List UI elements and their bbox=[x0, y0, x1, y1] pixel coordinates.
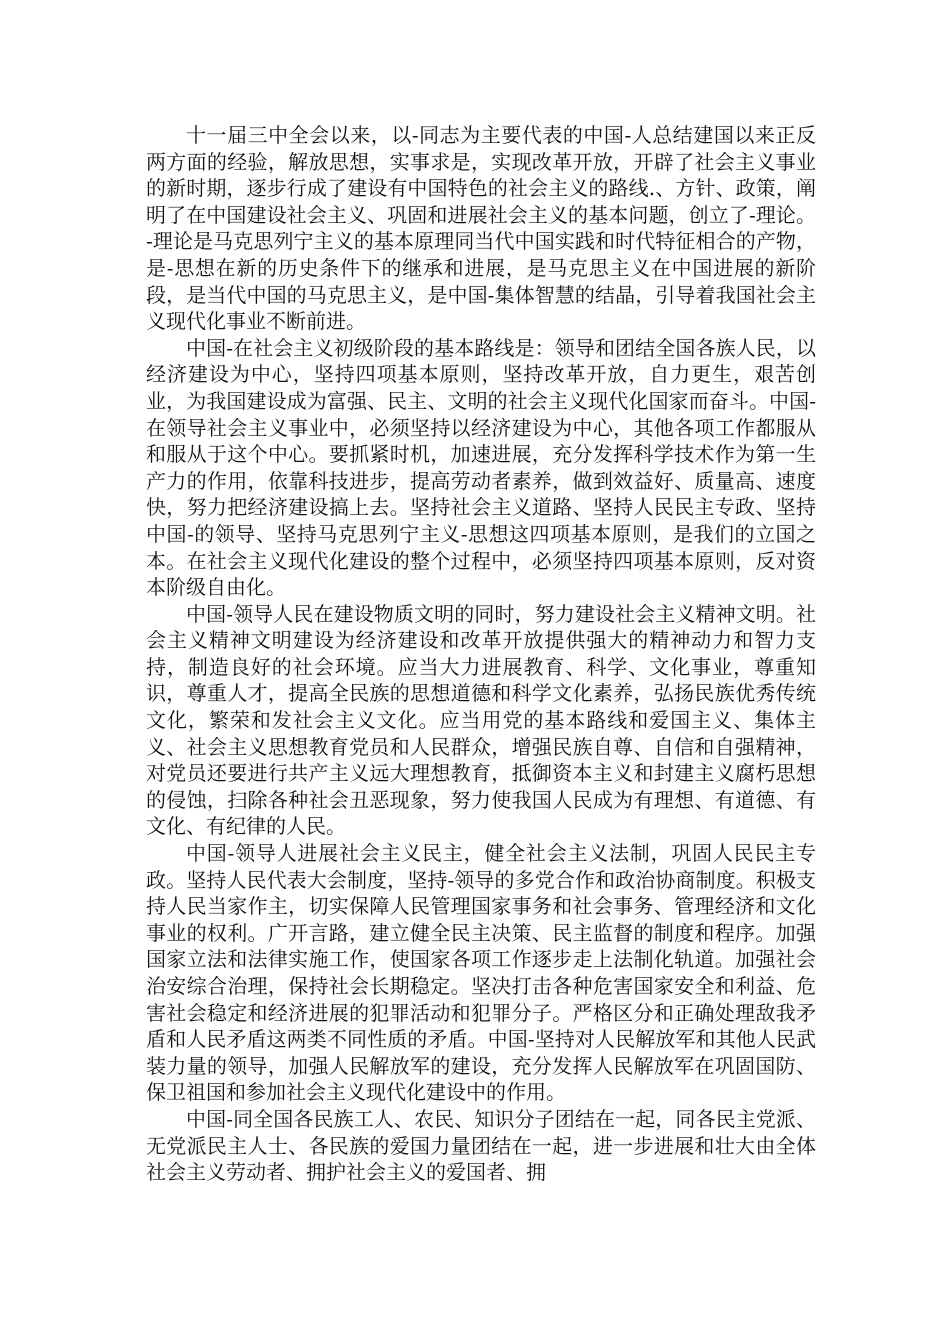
paragraph-1: 十一届三中全会以来，以-同志为主要代表的中国-人总结建国以来正反两方面的经验，解放思想，实事求是，实现改革开放，开辟了社会主义事业的新时期，逐步行成了建设有中国特色的社会主义的路线.、方针、政策，阐明了在中国建设社会主义、巩固和进展社会主义的基本问题，创立了-理论。-理论是马克思列宁主义的基本原理同当代中国实践和时代特征相合的产物，是-思想在新的历史条件下的继承和进展，是马克思主义在中国进展的新阶段，是当代中国的马克思主义，是中国-集体智慧的结晶，引导着我国社会主义现代化事业不断前进。 bbox=[146, 123, 816, 334]
paragraph-5: 中国-同全国各民族工人、农民、知识分子团结在一起，同各民主党派、无党派民主人士、各民族的爱国力量团结在一起，进一步进展和壮大由全体社会主义劳动者、拥护社会主义的爱国者、拥 bbox=[146, 1106, 816, 1185]
paragraph-4: 中国-领导人进展社会主义民主，健全社会主义法制，巩固人民民主专政。坚持人民代表大会制度，坚持-领导的多党合作和政治协商制度。积极支持人民当家作主，切实保障人民管理国家事务和社会事务、管理经济和文化事业的权利。广开言路，建立健全民主决策、民主监督的制度和程序。加强国家立法和法律实施工作，使国家各项工作逐步走上法制化轨道。加强社会治安综合治理，保持社会长期稳定。坚决打击各种危害国家安全和利益、危害社会稳定和经济进展的犯罪活动和犯罪分子。严格区分和正确处理敌我矛盾和人民矛盾这两类不同性质的矛盾。中国-坚持对人民解放军和其他人民武装力量的领导，加强人民解放军的建设，充分发挥人民解放军在巩固国防、保卫祖国和参加社会主义现代化建设中的作用。 bbox=[146, 841, 816, 1105]
document-body bbox=[146, 122, 816, 1186]
paragraph-2: 中国-在社会主义初级阶段的基本路线是：领导和团结全国各族人民，以经济建设为中心，坚持四项基本原则，坚持改革开放，自力更生，艰苦创业，为我国建设成为富强、民主、文明的社会主义现代化国家而奋斗。中国-在领导社会主义事业中，必须坚持以经济建设为中心，其他各项工作都服从和服从于这个中心。要抓紧时机，加速进展，充分发挥科学技术作为第一生产力的作用，依靠科技进步，提高劳动者素养，做到效益好、质量高、速度快，努力把经济建设搞上去。坚持社会主义道路、坚持人民民主专政、坚持中国-的领导、坚持马克思列宁主义-思想这四项基本原则，是我们的立国之本。在社会主义现代化建设的整个过程中，必须坚持四项基本原则，反对资本阶级自由化。 bbox=[146, 335, 816, 600]
paragraph-3: 中国-领导人民在建设物质文明的同时，努力建设社会主义精神文明。社会主义精神文明建设为经济建设和改革开放提供强大的精神动力和智力支持，制造良好的社会环境。应当大力进展教育、科学、文化事业，尊重知识，尊重人才，提高全民族的思想道德和科学文化素养，弘扬民族优秀传统文化，繁荣和发社会主义文化。应当用党的基本路线和爱国主义、集体主义、社会主义思想教育党员和人民群众，增强民族自尊、自信和自强精神，对党员还要进行共产主义远大理想教育，抵御资本主义和封建主义腐朽思想的侵蚀，扫除各种社会丑恶现象，努力使我国人民成为有理想、有道德、有文化、有纪律的人民。 bbox=[146, 601, 816, 839]
